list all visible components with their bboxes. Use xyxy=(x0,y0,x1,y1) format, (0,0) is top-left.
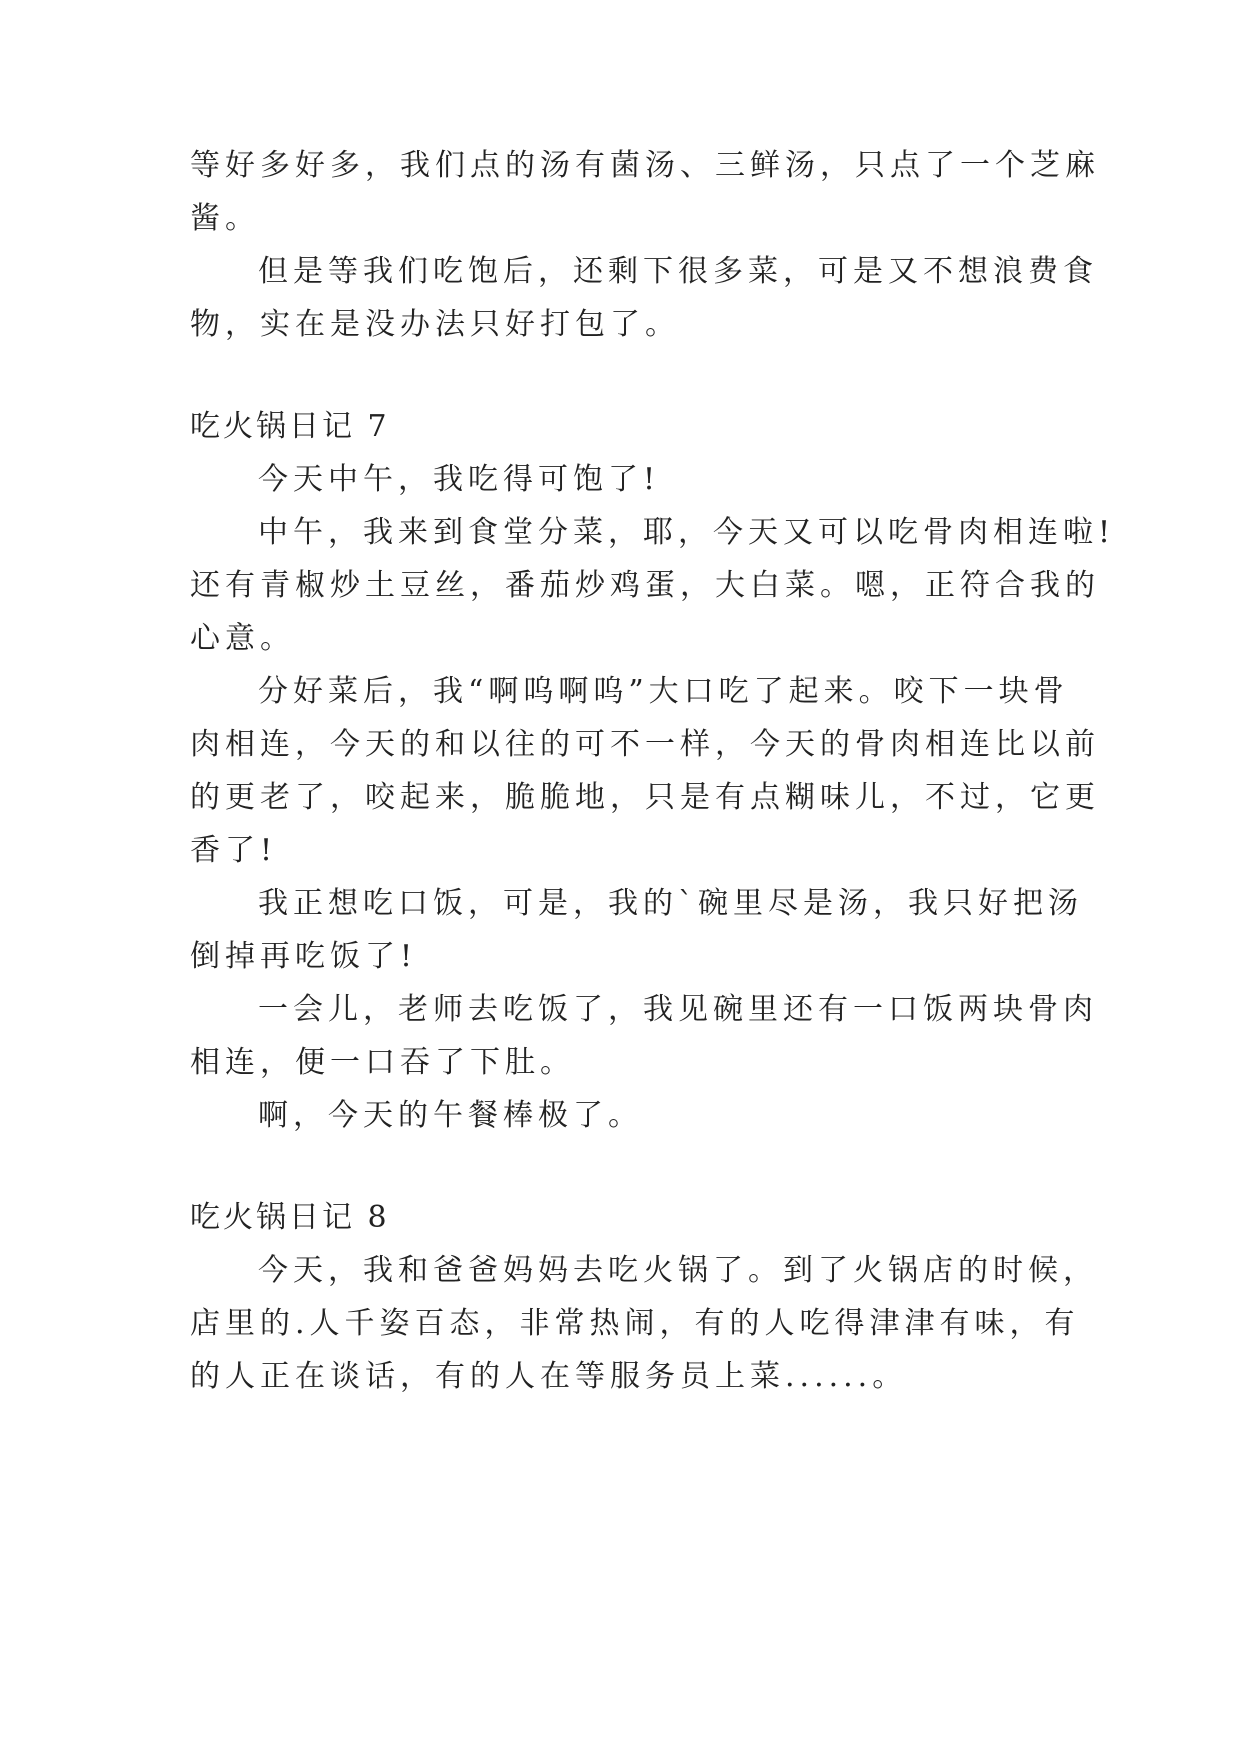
text-line: 的更老了，咬起来，脆脆地，只是有点糊味儿，不过，它更 xyxy=(190,780,1100,815)
text-line: 店里的.人千姿百态，非常热闹，有的人吃得津津有味，有 xyxy=(190,1306,1080,1341)
text-line: 的人正在谈话，有的人在等服务员上菜......。 xyxy=(190,1359,908,1394)
paragraph-first-line: 分好菜后，我“啊呜啊呜”大口吃了起来。咬下一块骨 xyxy=(258,674,1069,709)
section-title-entry-8: 吃火锅日记 8 xyxy=(190,1200,390,1235)
paragraph-first-line: 我正想吃口饭，可是，我的`碗里尽是汤，我只好把汤 xyxy=(258,886,1083,921)
paragraph-first-line: 但是等我们吃饱后，还剩下很多菜，可是又不想浪费食 xyxy=(258,254,1098,289)
text-line: 相连，便一口吞了下肚。 xyxy=(190,1045,575,1080)
paragraph-first-line: 啊，今天的午餐棒极了。 xyxy=(258,1098,643,1133)
paragraph-first-line: 中午，我来到食堂分菜，耶，今天又可以吃骨肉相连啦! xyxy=(258,515,1116,550)
text-line: 香了! xyxy=(190,833,278,868)
paragraph-first-line: 今天，我和爸爸妈妈去吃火锅了。到了火锅店的时候， xyxy=(258,1253,1098,1288)
section-title-entry-7: 吃火锅日记 7 xyxy=(190,409,390,444)
text-line: 等好多好多，我们点的汤有菌汤、三鲜汤，只点了一个芝麻 xyxy=(190,148,1100,183)
paragraph-first-line: 一会儿，老师去吃饭了，我见碗里还有一口饭两块骨肉 xyxy=(258,992,1098,1027)
paragraph-first-line: 今天中午，我吃得可饱了! xyxy=(258,462,661,497)
text-line: 心意。 xyxy=(190,621,295,656)
text-line: 肉相连，今天的和以往的可不一样，今天的骨肉相连比以前 xyxy=(190,727,1100,762)
text-line: 酱。 xyxy=(190,201,260,236)
text-line: 倒掉再吃饭了! xyxy=(190,939,418,974)
text-line: 还有青椒炒土豆丝，番茄炒鸡蛋，大白菜。嗯，正符合我的 xyxy=(190,568,1100,603)
text-line: 物，实在是没办法只好打包了。 xyxy=(190,307,680,342)
